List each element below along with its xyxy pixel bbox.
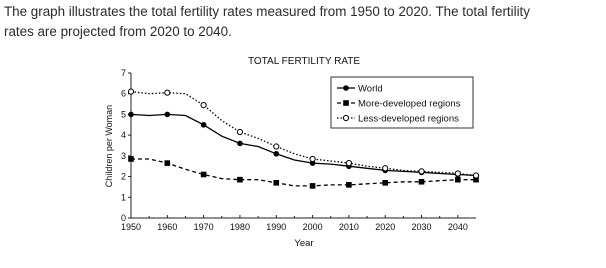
legend — [331, 77, 473, 128]
y-tick-label: 5 — [120, 109, 126, 120]
data-point — [419, 169, 424, 174]
data-point — [455, 177, 461, 183]
y-tick-label: 2 — [120, 171, 126, 182]
data-point — [237, 177, 243, 183]
legend-label: World — [358, 83, 383, 95]
data-point — [237, 141, 243, 147]
legend-marker — [343, 115, 348, 120]
legend-marker — [343, 100, 349, 106]
data-point — [473, 173, 478, 178]
x-axis-label: Year — [294, 238, 314, 249]
data-point — [310, 156, 315, 161]
data-point — [128, 89, 133, 94]
x-tick-label: 1960 — [157, 222, 178, 232]
x-tick-label: 1990 — [266, 222, 287, 232]
x-tick-label: 1950 — [120, 222, 142, 232]
data-point — [346, 161, 351, 166]
intro-line-1: The graph illustrates the total fertility rates measured from 1950 to 2020. The total fertility — [4, 4, 530, 19]
data-point — [455, 171, 460, 176]
data-point — [201, 103, 206, 108]
y-axis-label: Children per Woman — [104, 104, 114, 188]
data-point — [383, 166, 388, 171]
data-point — [273, 151, 279, 157]
data-point — [419, 179, 425, 185]
x-tick-label: 1970 — [193, 222, 214, 232]
x-tick-label: 2000 — [302, 222, 323, 232]
data-point — [274, 144, 279, 149]
legend-marker — [343, 85, 349, 91]
data-point — [165, 160, 171, 166]
legend-label: Less-developed regions — [358, 113, 459, 125]
data-point — [128, 156, 134, 162]
y-tick-label: 4 — [120, 130, 126, 141]
data-point — [273, 180, 279, 186]
data-point — [346, 182, 352, 188]
data-point — [201, 172, 207, 178]
y-tick-label: 0 — [120, 213, 126, 223]
data-point — [237, 129, 242, 134]
x-tick-label: 2020 — [375, 222, 396, 232]
data-point — [382, 180, 388, 186]
intro-line-2: rates are projected from 2020 to 2040. — [4, 24, 232, 39]
y-tick-label: 3 — [120, 150, 126, 161]
data-point — [165, 112, 171, 118]
data-point — [201, 122, 207, 128]
y-tick-label: 7 — [120, 68, 126, 78]
x-tick-label: 2040 — [447, 222, 468, 232]
data-point — [128, 112, 134, 118]
legend-label: More-developed regions — [358, 98, 461, 110]
data-point — [165, 90, 170, 95]
chart-title: TOTAL FERTILITY RATE — [247, 56, 361, 67]
y-tick-label: 6 — [120, 88, 126, 99]
data-point — [310, 183, 316, 189]
y-tick-label: 1 — [120, 192, 126, 203]
x-tick-label: 1980 — [229, 222, 250, 232]
x-tick-label: 2010 — [338, 222, 359, 232]
x-tick-label: 2030 — [411, 222, 432, 232]
